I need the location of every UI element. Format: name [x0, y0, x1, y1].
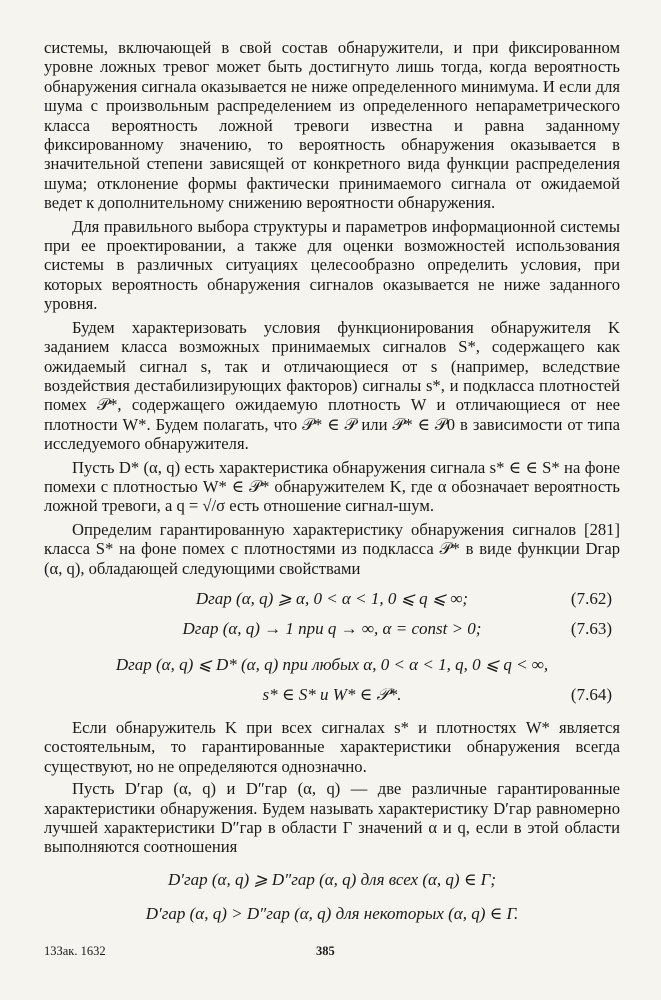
equation-7-62	[44, 584, 620, 614]
equation-7-64-line-2	[44, 680, 620, 710]
equation-7-64-line-1-text: Dгар (α, q) ⩽ D* (α, q) при любых α, 0 < α < 1, q, 0 ⩽ q < ∞,	[115, 654, 549, 674]
equation-7-62-number: (7.62)	[570, 588, 612, 608]
paragraph-3: Будем характеризовать условия функционирования обнаружителя K заданием класса возможных принимаемых сигналов S*, содержащего как ожидаемый сигнал s, так и отличающиеся от s (например, вследствие воздействия дестабилизирующих факторов) сигналы s*, и подкласса плотностей помех 𝒫*, содержащего ожидаемую плотность W и отличающиеся от нее плотности W*. Будем полагать, что 𝒫* ∈ 𝒫 или 𝒫* ∈ 𝒫0 в зависимости от типа исследуемого обнаружителя.	[44, 317, 620, 454]
equation-7-64-line-2-text: s* ∈ S* и W* ∈ 𝒫*.	[262, 684, 402, 704]
equation-7-64-number: (7.64)	[570, 684, 612, 704]
paragraph-7: Пусть D′гар (α, q) и D″гар (α, q) — две различные гарантированные характеристики обнаружения. Будем называть характеристику D′гар равномерно лучшей характеристики D″гар в области Γ значений α и q, если в этой области выполняются соотношения	[44, 779, 620, 857]
relation-1	[44, 865, 620, 895]
equation-7-64-line-1	[44, 650, 620, 680]
equation-7-63-text: Dгар (α, q) → 1 при q → ∞, α = const > 0;	[182, 618, 482, 638]
paragraph-5: Определим гарантированную характеристику обнаружения сигналов [281] класса S* на фоне помех с плотностями из подкласса 𝒫* в виде функции Dгар (α, q), обладающей следующими свойствами	[44, 519, 620, 578]
equation-7-62-text: Dгар (α, q) ⩾ α, 0 < α < 1, 0 ⩽ q ⩽ ∞;	[195, 588, 469, 608]
paragraph-2: Для правильного выбора структуры и параметров информационной системы при ее проектировании, а также для оценки возможностей использования системы в различных ситуациях целесообразно определить условия, при которых вероятность обнаружения сигналов оказывается не ниже заданного уровня.	[44, 216, 620, 314]
paragraph-6: Если обнаружитель K при всех сигналах s* и плотностях W* является состоятельным, то гарантированные характеристики обнаружения всегда существуют, но не определяются однозначно.	[44, 717, 620, 776]
printer-signature: 13Зак. 1632	[44, 944, 106, 958]
paragraph-4: Пусть D* (α, q) есть характеристика обнаружения сигнала s* ∈ ∈ S* на фоне помехи с плотностью W* ∈ 𝒫* обнаружителем K, где α обозначает вероятность ложной тревоги, а q = √/σ есть отношение сигнал-шум.	[44, 457, 620, 516]
equation-7-63-number: (7.63)	[570, 618, 612, 638]
relation-2-text: D′гар (α, q) > D″гар (α, q) для некоторых (α, q) ∈ Γ.	[145, 903, 519, 923]
paragraph-1: системы, включающей в свой состав обнаружители, и при фиксированном уровне ложных тревог может быть достигнуто лишь тогда, когда вероятность обнаружения сигнала оказывается не ниже определенного минимума. И если для шума с произвольным распределением из определенного непараметрического класса вероятность ложной тревоги известна и равна заданному фиксированному значению, то вероятность обнаружения оказывается в значительной степени зависящей от конкретного вида функции распределения шума; отклонение формы фактически принимаемого сигнала от ожидаемой ведет к дополнительному снижению вероятности обнаружения.	[44, 38, 620, 213]
page-body	[44, 38, 620, 929]
relation-2	[44, 899, 620, 929]
page-number: 385	[316, 944, 335, 958]
equation-7-63	[44, 614, 620, 644]
relation-1-text: D′гар (α, q) ⩾ D″гар (α, q) для всех (α, q) ∈ Γ;	[167, 869, 497, 889]
